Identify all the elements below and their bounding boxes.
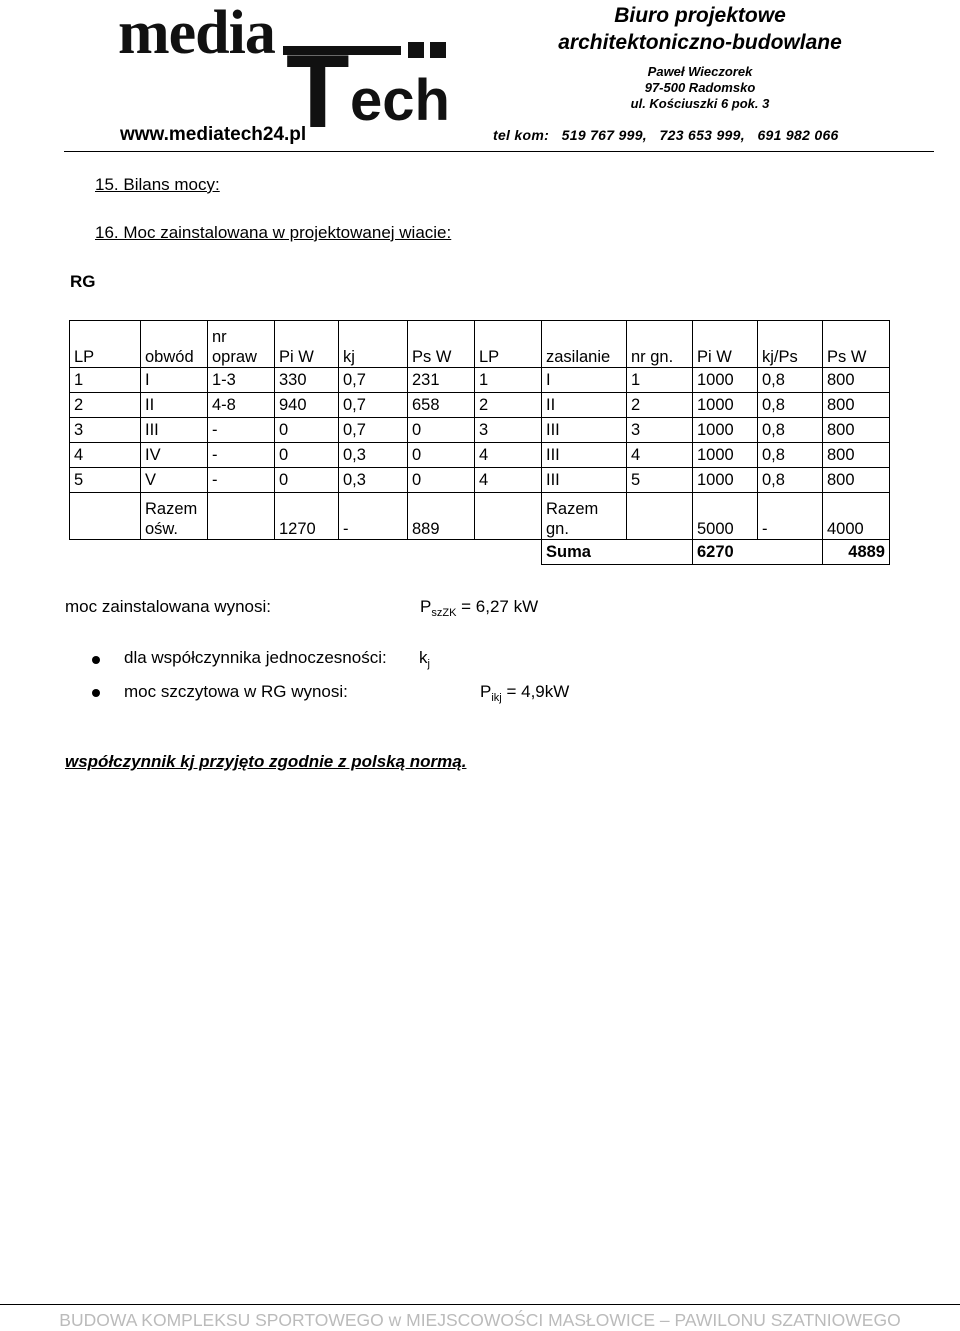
table-cell: 3 <box>475 418 542 443</box>
table-cell: 0 <box>408 468 475 493</box>
header-cell: Pi W <box>275 321 339 368</box>
table-cell: - <box>208 468 275 493</box>
table-cell: 0 <box>275 418 339 443</box>
header-cell: nr gn. <box>627 321 693 368</box>
table-row <box>70 443 890 468</box>
logo-t-text: T <box>286 34 350 150</box>
table-cell: 0 <box>275 468 339 493</box>
installed-subscript: szZK <box>431 607 457 619</box>
peak-symbol: P <box>480 682 492 701</box>
table-cell: II <box>141 393 208 418</box>
table-cell: 4000 <box>823 493 890 540</box>
table-cell: 800 <box>823 443 890 468</box>
header-cell: Pi W <box>693 321 758 368</box>
phone-numbers: tel kom: 519 767 999, 723 653 999, 691 982 066 <box>493 127 839 143</box>
table-cell: 2 <box>70 393 141 418</box>
website-link[interactable]: www.mediatech24.pl <box>120 124 307 145</box>
table-cell: 5 <box>70 468 141 493</box>
installed-power-value <box>420 597 538 617</box>
peak-subscript: ikj <box>491 692 502 704</box>
peak-number: = 4,9kW <box>501 682 570 701</box>
company-subtitle: architektoniczno-budowlane <box>558 31 842 54</box>
table-cell: - <box>208 418 275 443</box>
table-cell: 4-8 <box>208 393 275 418</box>
table-cell: 1 <box>627 368 693 393</box>
header-cell: Ps W <box>408 321 475 368</box>
table-cell: 0 <box>408 418 475 443</box>
header-cell: LP <box>70 321 141 368</box>
table-cell: 940 <box>275 393 339 418</box>
section-heading-16: 16. Moc zainstalowana w projektowanej wiacie: <box>95 223 452 242</box>
logo-media-text: media <box>118 0 275 67</box>
table-cell: III <box>542 443 627 468</box>
logo-square <box>430 42 446 58</box>
logo-square <box>408 42 424 58</box>
table-cell: 0 <box>275 443 339 468</box>
total-ps: 4889 <box>823 540 890 565</box>
table-cell: Razem gn. <box>542 493 627 540</box>
bullet-icon <box>92 689 100 697</box>
footer-divider <box>0 1304 960 1305</box>
table-cell: 800 <box>823 368 890 393</box>
table-cell: 0,7 <box>339 368 408 393</box>
table-row <box>70 368 890 393</box>
peak-power-label: moc szczytowa w RG wynosi: <box>124 682 348 701</box>
table-cell: 4 <box>627 443 693 468</box>
table-cell: 800 <box>823 418 890 443</box>
company-person: Paweł Wieczorek <box>647 64 753 79</box>
power-table <box>69 320 890 565</box>
table-cell: 4 <box>475 468 542 493</box>
table-cell: 0,3 <box>339 468 408 493</box>
table-row <box>70 393 890 418</box>
company-title: Biuro projektowe <box>614 4 786 27</box>
bullet-icon <box>92 656 100 664</box>
table-cell: 3 <box>627 418 693 443</box>
company-street: ul. Kościuszki 6 pok. 3 <box>630 96 770 111</box>
table-cell: 0,8 <box>758 418 823 443</box>
table-cell <box>70 493 141 540</box>
header-cell: LP <box>475 321 542 368</box>
table-cell: 2 <box>627 393 693 418</box>
table-cell: 5000 <box>693 493 758 540</box>
section-heading-15: 15. Bilans mocy: <box>95 175 220 194</box>
table-row <box>70 418 890 443</box>
table-cell: V <box>141 468 208 493</box>
installed-symbol: P <box>420 597 432 616</box>
table-cell: 1000 <box>693 418 758 443</box>
company-info <box>490 2 910 112</box>
logo-ech-text: ech <box>350 68 450 133</box>
total-pi: 6270 <box>693 540 823 565</box>
table-cell: - <box>208 443 275 468</box>
table-cell: 330 <box>275 368 339 393</box>
table-cell: III <box>542 468 627 493</box>
header-divider <box>64 151 934 152</box>
table-cell: Razem ośw. <box>141 493 208 540</box>
table-cell: 1 <box>70 368 141 393</box>
table-cell: 2 <box>475 393 542 418</box>
coefficient-value <box>419 648 430 668</box>
header-cell: nr opraw <box>208 321 275 368</box>
norm-note: współczynnik kj przyjęto zgodnie z polską normą. <box>65 752 467 771</box>
table-cell: 4 <box>475 443 542 468</box>
table-cell: 0,8 <box>758 368 823 393</box>
table-cell: 658 <box>408 393 475 418</box>
table-cell: 5 <box>627 468 693 493</box>
table-cell: 0,3 <box>339 443 408 468</box>
header-cell: Ps W <box>823 321 890 368</box>
header-cell: kj/Ps <box>758 321 823 368</box>
table-cell: - <box>339 493 408 540</box>
table-cell: 1270 <box>275 493 339 540</box>
table-cell <box>475 493 542 540</box>
table-cell: 0,8 <box>758 468 823 493</box>
table-cell: III <box>542 418 627 443</box>
table-cell: 1 <box>475 368 542 393</box>
table-cell: 1000 <box>693 443 758 468</box>
table-cell: 3 <box>70 418 141 443</box>
coefficient-subscript: j <box>427 658 430 670</box>
table-cell: I <box>542 368 627 393</box>
table-cell: 800 <box>823 468 890 493</box>
table-cell: - <box>758 493 823 540</box>
total-label: Suma <box>542 540 693 565</box>
header-cell: zasilanie <box>542 321 627 368</box>
company-city: 97-500 Radomsko <box>644 80 756 95</box>
table-cell: 1-3 <box>208 368 275 393</box>
table-cell: I <box>141 368 208 393</box>
table-cell: 800 <box>823 393 890 418</box>
table-cell: 1000 <box>693 393 758 418</box>
table-sum-row <box>70 493 890 540</box>
header-cell: kj <box>339 321 408 368</box>
table-cell <box>208 493 275 540</box>
table-cell: 0,7 <box>339 418 408 443</box>
table-cell <box>627 493 693 540</box>
table-cell: 4 <box>70 443 141 468</box>
board-label: RG <box>70 272 96 291</box>
installed-power-label: moc zainstalowana wynosi: <box>65 597 271 616</box>
peak-power-value <box>480 682 569 702</box>
coefficient-label: dla współczynnika jednoczesności: <box>124 648 387 667</box>
table-cell: 0,8 <box>758 443 823 468</box>
table-header-row <box>70 321 890 368</box>
table-cell: 0,8 <box>758 393 823 418</box>
table-cell: IV <box>141 443 208 468</box>
footer-project-title: BUDOWA KOMPLEKSU SPORTOWEGO w MIEJSCOWOŚCI MASŁOWICE – PAWILONU SZATNIOWEGO <box>59 1310 901 1330</box>
table-total-row <box>70 540 890 565</box>
table-row <box>70 468 890 493</box>
table-cell: II <box>542 393 627 418</box>
blank-cell <box>70 540 542 565</box>
table-cell: III <box>141 418 208 443</box>
installed-number: = 6,27 kW <box>456 597 539 616</box>
table-cell: 1000 <box>693 468 758 493</box>
table-cell: 1000 <box>693 368 758 393</box>
table-cell: 889 <box>408 493 475 540</box>
coefficient-symbol: k <box>419 648 428 667</box>
header-cell: obwód <box>141 321 208 368</box>
table-cell: 231 <box>408 368 475 393</box>
table-cell: 0 <box>408 443 475 468</box>
table-cell: 0,7 <box>339 393 408 418</box>
